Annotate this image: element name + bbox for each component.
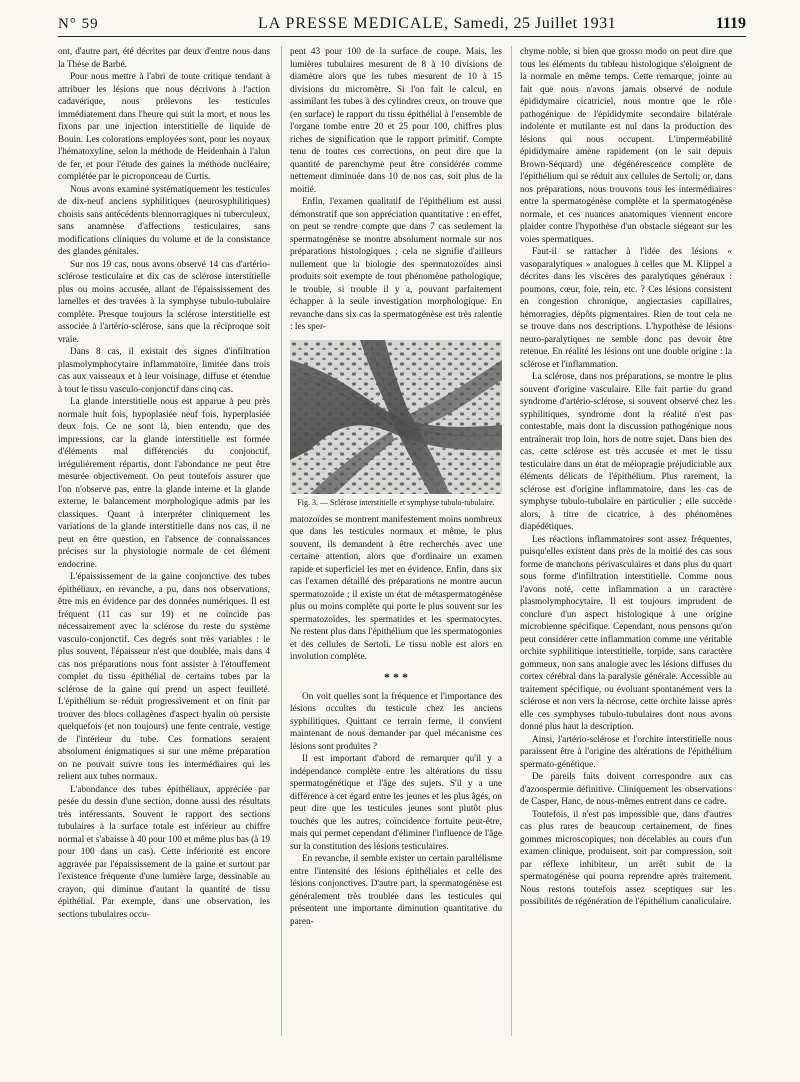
paragraph: Faut-il se rattacher à l'idée des lésions « vasoparalytiques » analogues à celles que M. Klippel a décrites dans les viscères des paralytiques généraux : poumons, cœur, foie, rein, etc. ? Ces lésions consistent en congestion chronique, angiectasies capillaires, hémorragies, dépôts pigmentaires. Rien de tout cela ne se trouve dans nos descriptions. L'hypothèse de lésions neuro-paralytiques ne semble donc pas devoir être retenue. En réalité les lésions ont une double origine : la sclérose et l'inflammation. [520, 247, 732, 370]
paragraph: Nous avons examiné systématiquement les testicules de dix-neuf anciens syphilitiques (neurosyphilitiques) choisis sans antécédents blennorragiques ni tuberculeux, sans anamnèse d'affections testiculaires, sans modifications cliniques du volume et de la consistance des glandes génitales. [58, 184, 270, 257]
page-number: 1119 [715, 15, 746, 32]
column-right [520, 46, 732, 1046]
micrograph-image [290, 340, 502, 494]
paragraph: L'épaississement de la gaine conjonctive des tubes épithéliaux, en revanche, a pu, dans nos observations, être mis en évidence par des données numériques. Il est fréquent (11 cas sur 19) et ne coïncide pas nécessairement avec la sclérose du reste du système vasculo-conjonctif. Ces degrés sont très variables : le plus souvent, l'épaisseur n'est que doublée, mais dans 4 cas nos préparations nous font assister à l'étouffement complet du tissu épithélial de certains tubes par la sclérose de la gaine qui prend un aspect feuilleté. L'épithélium se réduit progressivement et on finit par trouver des blocs collagènes d'aspect hyalin où persiste quelquefois (et non toujours) une fente centrale, vestige de l'intérieur du tube. Ces formations seraient absolument énigmatiques si sur une même préparation on ne pouvait suivre tous les intermédiaires qui les relient aux tubes normaux. [58, 572, 270, 782]
page-header [58, 14, 746, 37]
paragraph: chyme noble, si bien que grosso modo on peut dire que tous les éléments du tableau histologique s'éloignent de la normale en même temps. Cette remarque, jointe au fait que nous n'avons jamais observé de nodule épididymaire cicatriciel, nous montre que le rôle pathogénique de l'épididymite secondaire bilatérale indolente et mutilante est nul dans la production des lésions qui nous occupent. L'imperméabilité épididymaire amène rapidement (on le sait depuis Brown-Séquard) une dégénérescence complète de l'épithélium qui se réduit aux cellules de Sertoli; or, dans nos préparations, nous trouvons tous les intermédiaires entre la spermatogénèse complète et la spermatogénèse normale, et ces nuances anatomiques viennent encore plaider contre l'hypothèse d'un obstacle siégeant sur les voies spermatiques. [520, 47, 732, 245]
paragraph: matozoïdes se montrent manifestement moins nombreux que dans les testicules normaux et même, le plus souvent, ils demandent à être recherchés avec une certaine attention, alors que d'ordinaire un examen rapide et superficiel les met en évidence. Enfin, dans six cas l'examen détaillé des préparations ne montre aucun spermatozoïde ; il existe un état de métaspermatogénèse plus ou moins complète qui porte le plus souvent sur les spermatozoïdes, les spermatides et les spermatocytes. Ne restent plus dans l'épithélium que les spermatogonies et des cellules de Sertoli. Le tissu noble est alors en involution complète. [290, 514, 502, 662]
column-middle [290, 46, 502, 1046]
paragraph: En revanche, il semble exister un certain parallélisme entre l'intensité des lésions épithéliales et celle des lésions conjonctives. D'autre part, la spermatogénèse est généralement très troublée dans les testicules qui présentent une importante diminution quantitative du paren- [290, 854, 502, 927]
paragraph: La glande interstitielle nous est apparue à peu près normale huit fois, hypoplasiée neuf fois, hyperplasiée deux fois. Ce ne sont là, bien entendu, que des impressions, car la glande interstitielle est formée d'éléments mal différenciés du conjonctif, irrégulièrement répartis, dont l'abondance ne peut être mesurée objectivement. On peut toutefois assurer que l'on n'observe pas, entre la glande interne et la glande externe, le balancement morphologique admis par les classiques. Quant à interpréter cliniquement les variations de la glande interstitielle dans nos cas, il ne peut en être question, en l'absence de connaissances précises sur la physiologie normale de cet élément endocrine. [58, 397, 270, 570]
paragraph: Dans 8 cas, il existait des signes d'infiltration plasmolymphocytaire inflammatoire, limitée dans trois cas aux vaisseaux et à leur voisinage, diffuse et étendue à tout le tissu vasculo-conjonctif dans cinq cas. [58, 347, 270, 395]
journal-title: LA PRESSE MEDICALE, [258, 15, 450, 32]
paragraph: Pour nous mettre à l'abri de toute critique tendant à attribuer les lésions que nous décrivons à l'action cadavérique, nous prélevons les testicules immédiatement dans l'heure qui suit la mort, et nous les fixons par une injection interstitielle de liquide de Bouin. Les colorations employées sont, pour les noyaux l'hématoxyline, selon la méthode de Heidenhain à l'alun de fer, et pour l'étude des gaines la méthode nucléaire, complétée par le picroponceau de Curtis. [58, 72, 270, 182]
issue-number: N° 59 [58, 16, 99, 32]
paragraph: Ainsi, l'artério-sclérose et l'orchite interstitielle nous paraissent être à l'origine des altérations de l'épithélium spermato-génétique. [520, 734, 732, 770]
figure-caption: Fig. 3. — Sclérose interstitielle et symphyse tubulo-tubulaire. [297, 497, 495, 507]
column-divider [281, 46, 282, 1036]
paragraph: La sclérose, dans nos préparations, se montre le plus souvent d'origine vasculaire. Elle fait partie du grand syndrome d'artério-sclérose, si souvent observé chez les syphilitiques, syndrome dont la réalité n'est pas contestable, mais dont la discussion pathogénique nous entraînerait trop loin, hors de notre sujet. Dans bien des cas, cette sclérose est très accusée et met le tissu testiculaire dans un état de méiopragie préjudiciable aux éléments délicats de l'épithélium. Plus rarement, la sclérose est d'origine inflammatoire, dans les cas de symphyse tubulo-tubulaire en particulier ; elle succède alors, à titre de cicatrice, à des phénomènes diapédétiques. [520, 372, 732, 532]
paragraph: L'abondance des tubes épithéliaux, appréciée par pesée du dessin d'une section, donne aussi des résultats très intéressants. Souvent le rapport des sections tubulaires à la surface totale est inférieur au chiffre normal et s'abaisse à 40 pour 100 et même plus bas (à 19 pour 100 dans un cas). Cette infériorité est encore aggravée par l'épaississement de la gaine et surtout par l'existence fréquente d'une lumière large, dessinable au crayon, qui diminue d'autant la quantité de tissu épithélial. Par exemple, dans une observation, les sections tubulaires occu- [58, 784, 270, 920]
journal-title-line [258, 15, 616, 33]
paragraph: On voit quelles sont la fréquence et l'importance des lésions occultes du testicule chez les anciens syphilitiques. Quittant ce terrain ferme, il convient maintenant de nous demander par quel mécanisme ces lésions sont produites ? [290, 691, 502, 752]
paragraph: ont, d'autre part, été décrites par deux d'entre nous dans la Thèse de Barbé. [58, 47, 270, 70]
paragraph: Sur nos 19 cas, nous avons observé 14 cas d'artério-sclérose testiculaire et dix cas de sclérose interstitielle plus ou moins accusée, allant de l'épaississement des lamelles et des travées à la symphyse tubulo-tubulaire complète. Presque toujours la sclérose interstitielle est associée à l'artério-sclérose, sans que la réciproque soit vraie. [58, 259, 270, 345]
paragraph: Les réactions inflammatoires sont assez fréquentes, puisqu'elles existent dans près de la moitié des cas sous forme de manchons périvasculaires et dans plus du quart sous forme d'infiltration interstitielle. Comme nous l'avons noté, cette inflammation a un caractère plasmolymphocytaire. Il est toujours imprudent de conclure d'un aspect histologique à une origine microbienne spécifique. Cependant, nous pensons qu'on peut considérer cette inflammation comme une véritable orchite syphilitique interstitielle, torpide, sans caractère gommeux, non sans analogie avec les lésions diffuses du cortex cérébral dans la paralysie générale. Accessible au traitement spécifique, ou évoluant spontanément vers la sclérose et non vers la nécrose, cette orchite laisse après elle ces symphyses tubulo-tubulaires dont nous avons donné plus haut la description. [520, 534, 732, 732]
column-divider [511, 46, 512, 1036]
paragraph: Enfin, l'examen qualitatif de l'épithélium est aussi démonstratif que son appréciation quantitative : en effet, on peut se rendre compte que dans 7 cas seulement la spermatogénèse se montre absolument normale sur nos préparations histologiques ; cela ne signifie d'ailleurs nullement que la biologie des spermatozoïdes ainsi produits soit exempte de tout phénomène pathologique, le trouble, si trouble il y a, pouvant parfaitement échapper à la seule investigation morphologique. En revanche dans six cas la spermatogénèse est très ralentie : les sper- [290, 197, 502, 332]
paragraph: Il est important d'abord de remarquer qu'il y a indépendance complète entre les altérations du tissu spermatogénétique et l'âge des sujets. S'il y a une différence à cet égard entre les jeunes et les plus âgés, on peut dire que les testicules jeunes sont plutôt plus touchés que les autres, coïncidence fortuite peut-être, mais qui permet cependant d'éliminer l'influence de l'âge sur la constitution des lésions testiculaires. [290, 754, 502, 852]
issue-date: Samedi, 25 Juillet 1931 [453, 15, 617, 32]
paragraph: De pareils faits doivent correspondre aux cas d'azoospermie définitive. Cliniquement les observations de Casper, Hanc, de nous-mêmes entrent dans ce cadre. [520, 772, 732, 807]
section-separator: * * * [384, 669, 408, 684]
paragraph: Toutefois, il n'est pas impossible que, dans d'autres cas plus rares de beaucoup certainement, de fines gommes microscopiques, non décelables au cours d'un examen clinique, produisent, soit par compression, soit par réflexe inhibiteur, un arrêt subit de la spermatogénèse qui pourra reprendre après traitement. Nous restons toutefois assez sceptiques sur les possibilités de régénération de l'épithélium canaliculaire. [520, 809, 732, 907]
paragraph: pent 43 pour 100 de la surface de coupe. Mais, les lumières tubulaires mesurent de 8 à 10 divisions de diamètre alors que les tubes mesurent de 10 à 15 divisions du micromètre. Si l'on fait le calcul, en assimilant les tubes à des cylindres creux, on trouve que (en surface) le rapport du tissu épithélial à l'ensemble de l'organe tombe entre 20 et 25 pour 100, chiffres plus riches de signification que le rapport primitif. Compte tenu de toutes ces corrections, on peut dire que la quantité de parenchyme peut être considérée comme nettement diminuée dans 10 de nos cas, soit plus de la moitié. [290, 47, 502, 195]
column-left [58, 46, 270, 1046]
figure-3 [290, 340, 502, 508]
